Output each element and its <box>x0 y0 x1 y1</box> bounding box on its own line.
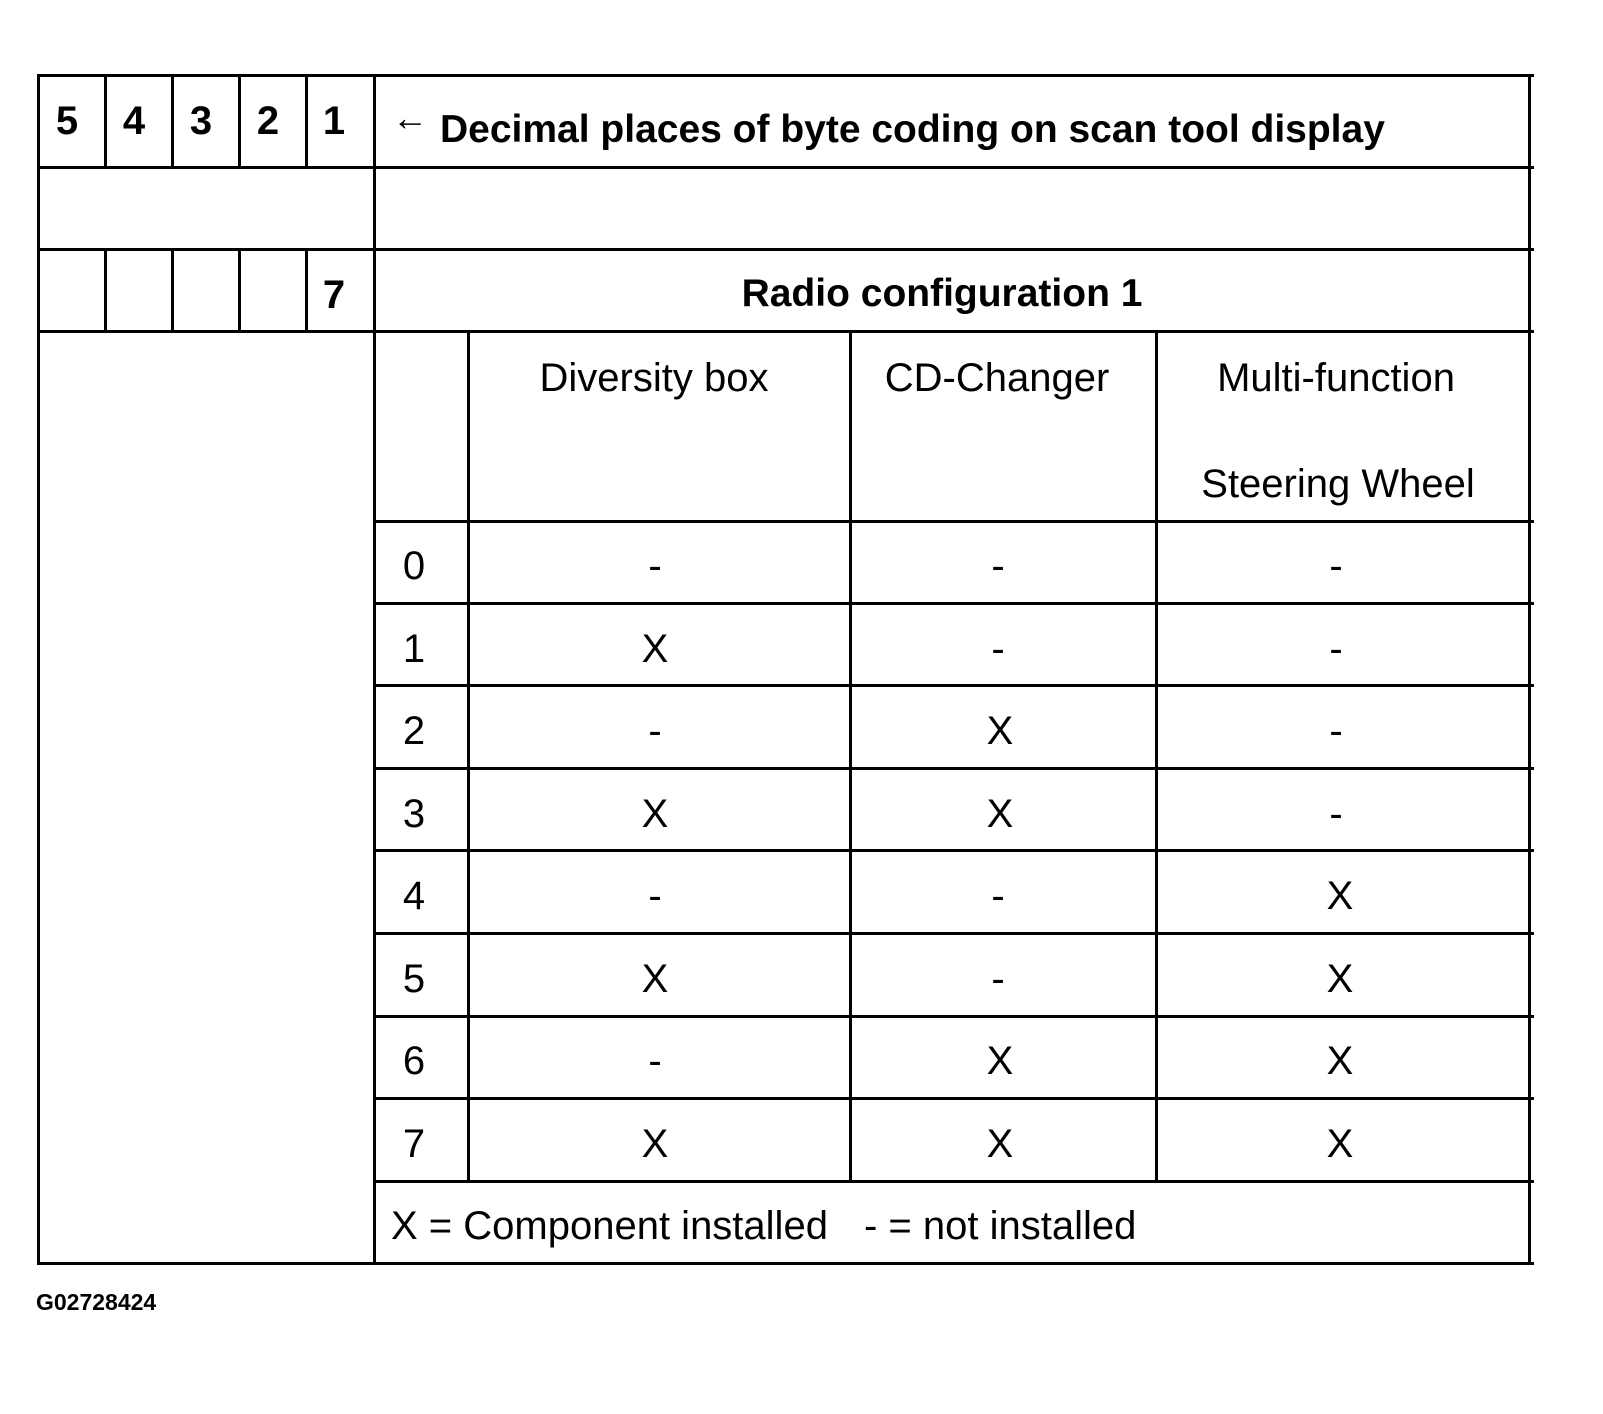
table-cell: X <box>986 709 1014 753</box>
table-divider <box>375 767 1534 770</box>
table-cell: X <box>1326 1039 1354 1083</box>
table-cell: X <box>986 1039 1014 1083</box>
table-divider <box>375 602 1534 605</box>
table-cell: - <box>648 544 662 588</box>
coding-value: 7 <box>322 273 346 317</box>
table-column-line <box>238 74 241 169</box>
row-code: 7 <box>402 1122 426 1166</box>
row-code: 5 <box>402 957 426 1001</box>
header-digit: 4 <box>122 99 146 143</box>
table-cell: - <box>991 627 1005 671</box>
header-title: Decimal places of byte coding on scan tool display <box>440 108 1385 151</box>
table-border-top <box>37 74 1534 77</box>
table-cell: - <box>991 544 1005 588</box>
table-cell: - <box>648 874 662 918</box>
header-digit: 2 <box>256 99 280 143</box>
table-column-line <box>1155 330 1158 1183</box>
row-code: 1 <box>402 627 426 671</box>
row-code: 4 <box>402 874 426 918</box>
table-cell: - <box>648 709 662 753</box>
legend-installed: X = Component installed <box>391 1204 828 1248</box>
table-column-line <box>305 74 308 169</box>
table-divider <box>375 684 1534 687</box>
row-code: 3 <box>402 792 426 836</box>
table-cell: X <box>641 957 669 1001</box>
table-cell: X <box>986 1122 1014 1166</box>
table-cell: - <box>991 874 1005 918</box>
column-header: Diversity box <box>539 356 769 400</box>
table-divider <box>375 932 1534 935</box>
table-cell: X <box>1326 1122 1354 1166</box>
table-divider <box>375 1180 1534 1183</box>
table-border-left <box>37 74 40 1265</box>
table-divider <box>375 1097 1534 1100</box>
table-cell: X <box>1326 874 1354 918</box>
table-divider <box>375 520 1534 523</box>
section-title: Radio configuration 1 <box>741 272 1143 315</box>
column-header: CD-Changer <box>884 356 1110 400</box>
table-column-line <box>467 330 470 1183</box>
header-digit: 5 <box>55 99 79 143</box>
legend-not-installed: - = not installed <box>864 1204 1137 1248</box>
table-cell: X <box>1326 957 1354 1001</box>
table-cell: - <box>991 957 1005 1001</box>
column-header: Multi-function <box>1217 356 1455 400</box>
arrow-left-icon: ← <box>392 97 428 138</box>
table-divider <box>37 166 1534 169</box>
table-divider <box>37 248 1534 251</box>
table-column-line <box>104 248 107 333</box>
table-divider <box>375 849 1534 852</box>
table-cell: X <box>641 1122 669 1166</box>
table-divider <box>37 330 1534 333</box>
table-column-line <box>104 74 107 169</box>
table-cell: - <box>1329 709 1343 753</box>
header-digit: 3 <box>189 99 213 143</box>
column-header: Steering Wheel <box>1201 462 1475 506</box>
row-code: 0 <box>402 544 426 588</box>
table-cell: - <box>1329 544 1343 588</box>
table-column-line <box>305 248 308 333</box>
table-cell: - <box>1329 627 1343 671</box>
table-column-line <box>238 248 241 333</box>
figure-id: G02728424 <box>36 1289 157 1315</box>
table-cell: X <box>641 627 669 671</box>
table-cell: - <box>648 1039 662 1083</box>
row-code: 2 <box>402 709 426 753</box>
table-column-line <box>373 74 376 1265</box>
table-cell: X <box>986 792 1014 836</box>
table-cell: X <box>641 792 669 836</box>
table-border-bottom <box>37 1262 1534 1265</box>
row-code: 6 <box>402 1039 426 1083</box>
table-border-right <box>1528 74 1531 1265</box>
table-column-line <box>171 248 174 333</box>
table-cell: - <box>1329 792 1343 836</box>
header-digit: 1 <box>322 99 346 143</box>
table-column-line <box>171 74 174 169</box>
table-column-line <box>849 330 852 1183</box>
table-divider <box>375 1015 1534 1018</box>
